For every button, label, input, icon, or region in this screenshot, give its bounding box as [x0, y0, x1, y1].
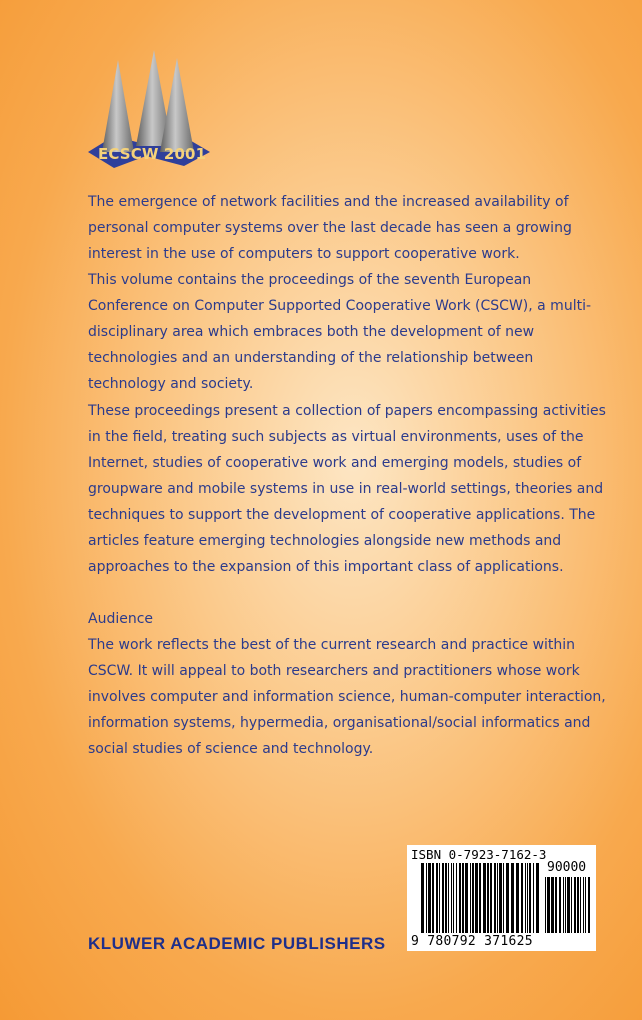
- barcode-bar: [516, 863, 519, 933]
- ean-number: 9 780792 371625: [411, 934, 533, 949]
- barcode-bar: [585, 877, 586, 933]
- barcode-bar: [475, 863, 478, 933]
- barcode-bar: [506, 863, 509, 933]
- barcode-bar: [432, 863, 434, 933]
- barcode-bar: [499, 863, 502, 933]
- isbn-number: ISBN 0-7923-7162-3: [411, 847, 547, 862]
- barcode-bar: [567, 877, 570, 933]
- barcode-bar: [497, 863, 498, 933]
- barcode-bar: [465, 863, 468, 933]
- barcode-bar: [547, 877, 550, 933]
- barcode-bar: [555, 877, 557, 933]
- barcode-bar: [439, 863, 440, 933]
- barcode-bar: [459, 863, 461, 933]
- barcode-bar: [511, 863, 514, 933]
- paragraph-proceedings: These proceedings present a collection of papers encompassing activities in the field, treating such subjects as virtual environments, uses of the Internet, studies of cooperative work and emerging models, studies of groupware and mobile systems in use in real-world settings, theories and techniques to support the development of cooperative applications. The articles feature emerging technologies alongside new methods and approaches to the expansion of this important class of applications.: [88, 403, 606, 575]
- barcode-bar: [456, 863, 457, 933]
- barcode-bar: [577, 877, 579, 933]
- audience-text: The work reflects the best of the current research and practice within CSCW. It will appeal to both researchers and practitioners whose work involves computer and information science, human-computer interaction, information systems, hypermedia, organisational/social informatics and social studies of science and technology.: [88, 637, 606, 757]
- logo-cone-right: [160, 58, 194, 152]
- publisher-name: KLUWER ACADEMIC PUBLISHERS: [88, 934, 386, 953]
- barcode-bar: [559, 877, 561, 933]
- barcode-bar: [479, 863, 481, 933]
- barcode-bar: [536, 863, 539, 933]
- barcode-bar: [462, 863, 464, 933]
- barcode-main-bars: [421, 863, 539, 933]
- barcode-bar: [563, 877, 564, 933]
- barcode-bar: [574, 877, 576, 933]
- barcode-bar: [451, 863, 452, 933]
- barcode-bar: [571, 877, 572, 933]
- barcode-bar: [470, 863, 471, 933]
- barcode-bar: [521, 863, 523, 933]
- barcode-bar: [529, 863, 531, 933]
- barcode-bar: [533, 863, 534, 933]
- barcode-bar: [453, 863, 454, 933]
- barcode-bar: [442, 863, 444, 933]
- barcode-bar: [490, 863, 492, 933]
- barcode-bar: [525, 863, 526, 933]
- barcode-bar: [487, 863, 489, 933]
- barcode-bar: [583, 877, 584, 933]
- paragraph-volume: This volume contains the proceedings of the seventh European Conference on Computer Supported Cooperative Work (CSCW), a multi-disciplinary area which embraces both the development of new technologies and an understanding of the relationship between technology and society.: [88, 272, 592, 392]
- ecscw-logo: [84, 40, 214, 170]
- barcode-bar: [551, 877, 554, 933]
- barcode-bar: [421, 863, 424, 933]
- barcode-bar: [565, 877, 566, 933]
- barcode-bar: [580, 877, 581, 933]
- barcode-bar: [436, 863, 438, 933]
- barcode-addon-digits: 90000: [547, 860, 587, 875]
- barcode-bar: [503, 863, 504, 933]
- barcode-bar: [448, 863, 449, 933]
- proceedings-block: [88, 398, 608, 580]
- description-block: [88, 189, 608, 397]
- audience-heading: Audience: [88, 611, 154, 627]
- logo-text: ECSCW 2001: [98, 145, 206, 163]
- barcode-bar: [445, 863, 447, 933]
- barcode-panel: [407, 845, 596, 951]
- barcode-bar: [545, 877, 546, 933]
- barcode-addon-bars: [545, 877, 591, 933]
- barcode-bar: [428, 863, 431, 933]
- barcode-bar: [494, 863, 496, 933]
- barcode-bar: [483, 863, 486, 933]
- audience-block: [88, 606, 608, 762]
- paragraph-intro: The emergence of network facilities and the increased availability of personal computer systems over the last decade has seen a growing interest in the use of computers to support cooperative work.: [88, 194, 572, 262]
- logo-cone-left: [102, 60, 134, 152]
- barcode-bar: [472, 863, 474, 933]
- barcode-bar: [588, 877, 590, 933]
- barcode-bar: [527, 863, 528, 933]
- barcode-bar: [426, 863, 427, 933]
